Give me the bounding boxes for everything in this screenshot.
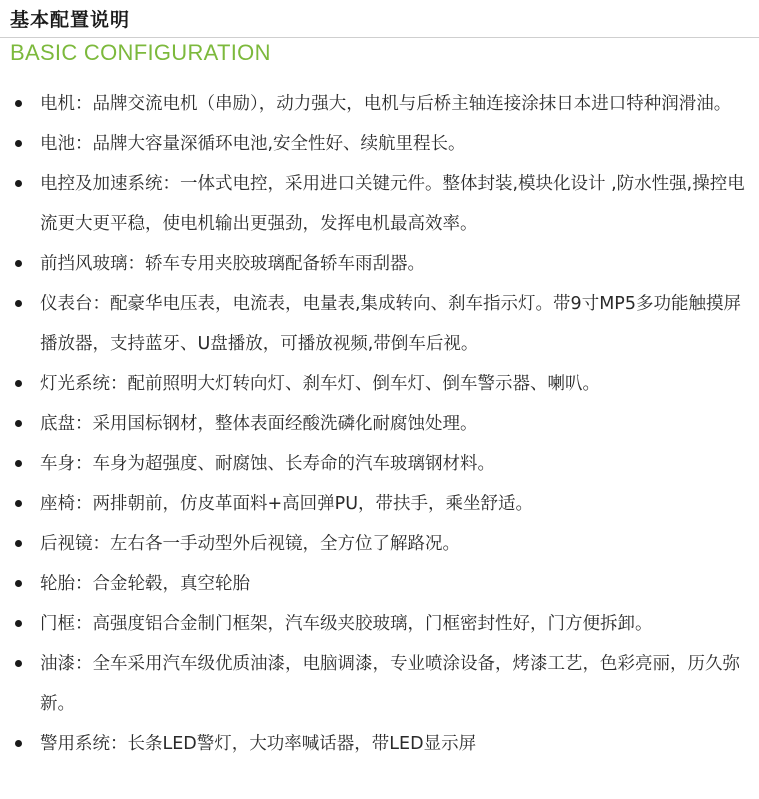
list-item [0,364,759,404]
bullet-icon [15,580,22,587]
list-item-text: 车身：车身为超强度、耐腐蚀、长寿命的汽车玻璃钢材料。 [40,454,495,474]
list-item-text: 电机：品牌交流电机（串励），动力强大，电机与后桥主轴连接涂抹日本进口特种润滑油。 [40,94,732,114]
list-item [0,124,759,164]
configuration-list [0,84,759,764]
list-item-text: 后视镜：左右各一手动型外后视镜，全方位了解路况。 [40,534,460,554]
bullet-icon [15,620,22,627]
bullet-icon [15,420,22,427]
list-item [0,644,759,724]
page-title-chinese: 基本配置说明 [10,9,131,31]
bullet-icon [15,500,22,507]
page-title-english: BASIC CONFIGURATION [10,40,271,65]
list-item-text: 座椅：两排朝前，仿皮革面料+高回弹PU，带扶手，乘坐舒适。 [40,494,534,514]
list-item-text: 门框：高强度铝合金制门框架，汽车级夹胶玻璃，门框密封性好，门方便拆卸。 [40,614,653,634]
bullet-icon [15,300,22,307]
list-item-text: 前挡风玻璃：轿车专用夹胶玻璃配备轿车雨刮器。 [40,254,425,274]
bullet-icon [15,140,22,147]
list-item [0,164,759,244]
list-item-text: 电池：品牌大容量深循环电池,安全性好、续航里程长。 [40,134,466,154]
list-item [0,564,759,604]
bullet-icon [15,740,22,747]
list-item [0,604,759,644]
list-item-text: 警用系统：长条LED警灯，大功率喊话器，带LED显示屏 [40,734,477,754]
bullet-icon [15,180,22,187]
list-item-text: 油漆：全车采用汽车级优质油漆，电脑调漆，专业喷涂设备，烤漆工艺，色彩亮丽，历久弥新。 [40,654,740,714]
bullet-icon [15,100,22,107]
bullet-icon [15,460,22,467]
list-item [0,484,759,524]
list-item-text: 灯光系统：配前照明大灯转向灯、刹车灯、倒车灯、倒车警示器、喇叭。 [40,374,600,394]
list-item-text: 轮胎：合金轮毂，真空轮胎 [40,574,250,594]
list-item [0,244,759,284]
list-item-text: 底盘：采用国标钢材，整体表面经酸洗磷化耐腐蚀处理。 [40,414,478,434]
list-item [0,444,759,484]
bullet-icon [15,260,22,267]
bullet-icon [15,540,22,547]
list-item [0,84,759,124]
list-item-text: 电控及加速系统：一体式电控，采用进口关键元件。整体封装,模块化设计 ,防水性强,操控电流更大更平稳，使电机输出更强劲，发挥电机最高效率。 [40,174,745,234]
list-item [0,404,759,444]
list-item [0,724,759,764]
list-item [0,284,759,364]
list-item [0,524,759,564]
bullet-icon [15,380,22,387]
header-divider [0,37,759,38]
bullet-icon [15,660,22,667]
list-item-text: 仪表台：配豪华电压表，电流表，电量表,集成转向、刹车指示灯。带9寸MP5多功能触摸屏播放器，支持蓝牙、U盘播放，可播放视频,带倒车后视。 [40,294,741,354]
